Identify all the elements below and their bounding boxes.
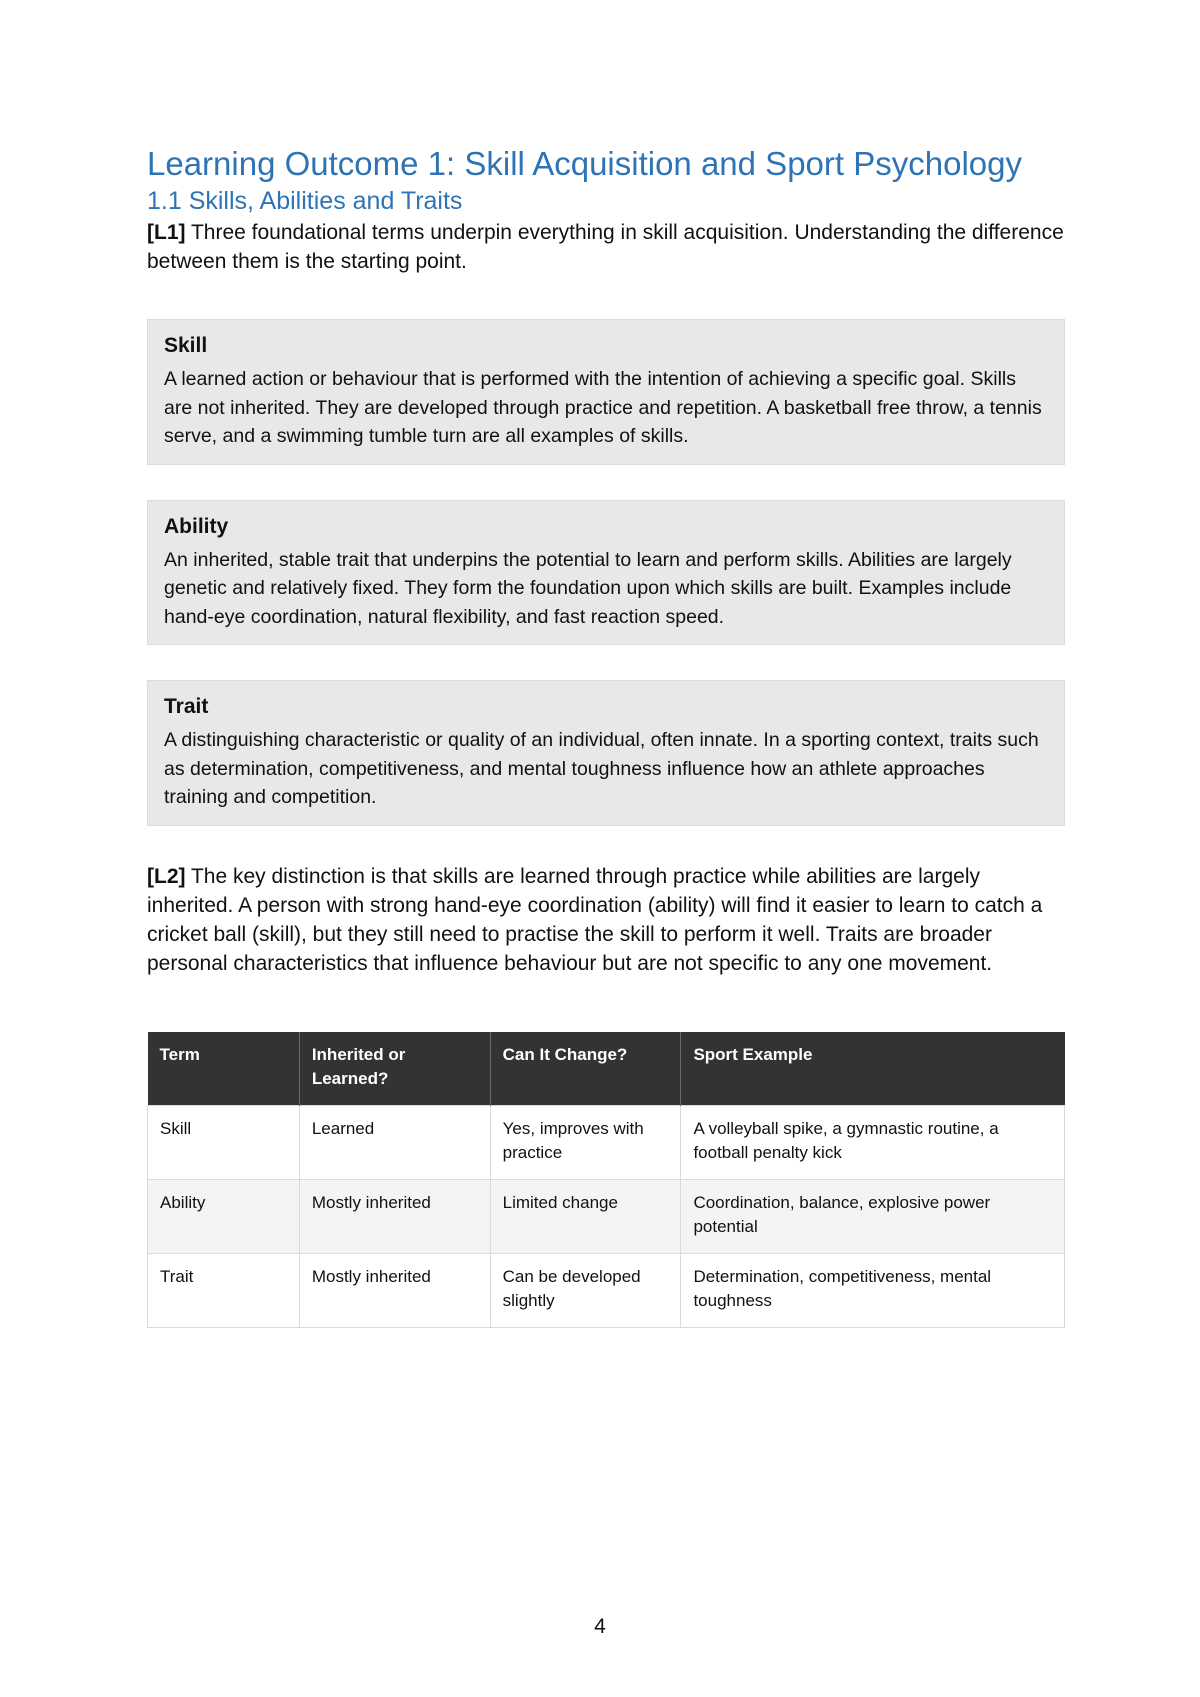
- page-title: Learning Outcome 1: Skill Acquisition and Sport Psychology: [147, 145, 1022, 182]
- distinction-text: The key distinction is that skills are learned through practice while abilities are largely inherited. A person with strong hand-eye coordination (ability) will find it easier to learn to catch a cricket ball (skill), but they still need to practise the skill to perform it well. Traits are broader personal characteristics that influence behaviour but are not specific to any one movement.: [147, 864, 1043, 975]
- table-cell: Mostly inherited: [299, 1180, 490, 1254]
- table-row: [148, 1254, 1065, 1328]
- definition-box-skill: [147, 319, 1065, 465]
- table-cell: Yes, improves with practice: [490, 1106, 681, 1180]
- table-header-cell: Can It Change?: [490, 1032, 681, 1106]
- table-cell: Skill: [148, 1106, 300, 1180]
- table-cell: Coordination, balance, explosive power potential: [681, 1180, 1065, 1254]
- definition-body: A distinguishing characteristic or quality of an individual, often innate. In a sporting context, traits such as determination, competitiveness, and mental toughness influence how an athlete approaches training and competition.: [164, 729, 1039, 808]
- distinction-paragraph: [147, 862, 1065, 978]
- table-cell: Trait: [148, 1254, 300, 1328]
- distinction-tag: [L2]: [147, 864, 186, 888]
- table-cell: Can be developed slightly: [490, 1254, 681, 1328]
- table-header-row: [148, 1032, 1065, 1106]
- comparison-table: [147, 1032, 1065, 1329]
- table-header-cell: Inherited or Learned?: [299, 1032, 490, 1106]
- table-cell: Mostly inherited: [299, 1254, 490, 1328]
- table-cell: A volleyball spike, a gymnastic routine, a football penalty kick: [681, 1106, 1065, 1180]
- document-page: [147, 144, 1065, 1328]
- intro-text: Three foundational terms underpin everything in skill acquisition. Understanding the difference between them is the starting point.: [147, 221, 1064, 273]
- definition-box-trait: [147, 680, 1065, 826]
- intro-tag: [L1]: [147, 221, 186, 244]
- intro-paragraph: [147, 218, 1065, 276]
- table-row: [148, 1180, 1065, 1254]
- definition-box-ability: [147, 500, 1065, 646]
- definition-term: Trait: [164, 695, 209, 718]
- table-header-cell: Sport Example: [681, 1032, 1065, 1106]
- table-row: [148, 1106, 1065, 1180]
- table-cell: Limited change: [490, 1180, 681, 1254]
- section-subtitle: 1.1 Skills, Abilities and Traits: [147, 187, 463, 215]
- definition-body: An inherited, stable trait that underpins the potential to learn and perform skills. Abilities are largely genetic and relatively fixed. They form the foundation upon which skills are built. Examples include hand-eye coordination, natural flexibility, and fast reaction speed.: [164, 548, 1012, 628]
- table-cell: Ability: [148, 1180, 300, 1254]
- definition-body: A learned action or behaviour that is performed with the intention of achieving a specific goal. Skills are not inherited. They are developed through practice and repetition. A basketball free throw, a tennis serve, and a swimming tumble turn are all examples of skills.: [164, 368, 1042, 447]
- definition-term: Ability: [164, 514, 229, 538]
- table-cell: Determination, competitiveness, mental toughness: [681, 1254, 1065, 1328]
- definition-term: Skill: [164, 334, 208, 357]
- page-number: 4: [594, 1615, 606, 1638]
- table-header-cell: Term: [148, 1032, 300, 1106]
- table-cell: Learned: [299, 1106, 490, 1180]
